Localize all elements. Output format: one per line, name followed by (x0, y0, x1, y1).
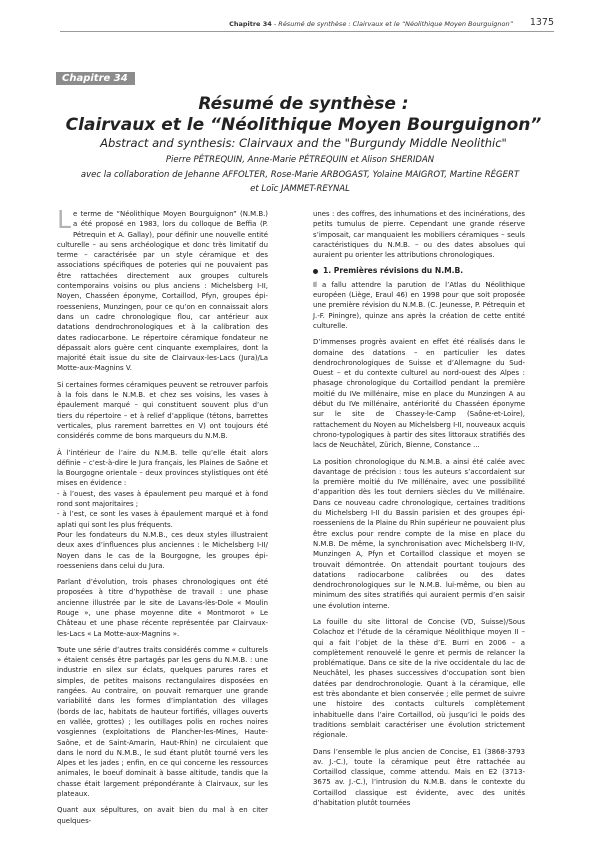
collaborators-line-end: et Loïc JAMMET-REYNAL (250, 184, 350, 195)
list-item: - à l’ouest, des vases à épaulement peu marqué et à fond rond sont majoritaires ; (57, 489, 268, 509)
running-header-chapter: Chapitre 34 (229, 20, 272, 28)
page-title-line1: Résumé de synthèse : (198, 94, 409, 114)
paragraph (57, 205, 268, 374)
running-header (229, 20, 513, 28)
paragraph-text: e terme de “Néolithique Moyen Bourguignon” (N.M.B.) a été proposé en 1983, lors du colloque de Beffia (P. Pétrequin et A. Gallay), pour définir une nouvelle entité culturelle – au sens archéologique et donc très limitatif du terme – caractérisée par un style céramique et des associations spécifiques de poteries qui ne pouvaient pas être rattachées directement aux groupes culturels contemporains voisins ou plus anciens : Michelsberg I-II, Noyen, Chasséen éponyme, Cortaillod, Pfyn, groupes épi-roesseniens, Munzingen, pour ce qu’on en connaissait alors dans un cadre chronologique flou, car antérieur aux datations dendrochronologiques et à la calibration des dates radiocarbone. Le répertoire céramique fondateur ne dépassait alors guère cent cinquante exemplaires, dont la majorité était issue du site de Clairvaux-les-Lacs (Jura)/La Motte-aux-Magnins V. (57, 210, 268, 373)
paragraph: Il a fallu attendre la parution de l’Atlas du Néolithique européen (Liège, Eraul 46) en 1998 pour que soit proposée une première révision du N.M.B. (C. Jeunesse, P. Pétrequin et J.-F. Piningre), quinze ans après la création de cette entité culturelle. (313, 280, 525, 330)
paragraph: unes : des coffres, des inhumations et des incinérations, des petits tumulus de pierre. Cependant une grande réserve s’imposait, car manquaient les mobiliers céramiques – seuls caractéristiques du N.M.B. – ou des dates absolues qui auraient pu orienter les attributions chronologiques. (313, 210, 525, 260)
list-item: - à l’est, ce sont les vases à épaulement marqué et à fond aplati qui sont les plus fréquents. (57, 510, 268, 529)
section-heading (313, 266, 525, 276)
page-title-line2: Clairvaux et le “Néolithique Moyen Bourguignon” (65, 115, 542, 135)
section-heading-text: 1. Premières révisions du N.M.B. (323, 266, 464, 276)
paragraph: Quant aux sépultures, on avait bien du mal à en citer quelques- (57, 806, 268, 825)
collaborators-line: avec la collaboration de Jehanne AFFOLTER, Rose-Marie ARBOGAST, Yolaine MAIGROT, Martine RÉGERT (80, 169, 520, 180)
dropcap: L (57, 205, 71, 234)
bullet-icon (313, 269, 318, 274)
page-subtitle: Abstract and synthesis: Clairvaux and the "Burgundy Middle Neolithic" (100, 136, 507, 150)
title-block (60, 94, 547, 150)
right-column (313, 209, 525, 814)
paragraph: Pour les fondateurs du N.M.B., ces deux styles illustraient deux axes d’influences plus anciennes : le Michelsberg I-II/ Noyen dans le cas de la Bourgogne, les groupes épi-roesseniens dans celui du Jura. (57, 530, 268, 570)
chapter-tab: Chapitre 34 (56, 72, 135, 85)
paragraph: La fouille du site littoral de Concise (VD, Suisse)/Sous Colachoz et l’étude de la céramique Néolithique moyen II – qui a fait l’objet de la thèse d’E. Burri en 2006 – a complètement renouvelé le genre et permis de relancer la problématique. Dans ce site de la rive occidentale du lac de Neuchâtel, les phases successives d’occupation sont bien datées par dendrochronologie. Quant à la céramique, elle est très abondante et bien conservée ; elle permet de suivre une histoire des contacts culturels complètement inhabituelle dans l’aire Cortaillod, où jusqu’ici le poids des traditions semblait caractériser une évolution strictement régionale. (313, 617, 525, 740)
paragraph: Si certaines formes céramiques peuvent se retrouver parfois à la fois dans le N.M.B. et chez ses voisins, les vases à épaulement marqué – qui constituent souvent plus d’un tiers du répertoire – et à relief d’applique (tétons, barrettes verticales, plus rarement barrettes en V) ont toujours été considérés comme de bons marqueurs du N.M.B. (57, 380, 268, 441)
left-column (57, 205, 268, 832)
header-rule (60, 31, 554, 32)
running-header-title: Résumé de synthèse : Clairvaux et le “Néolithique Moyen Bourguignon” (278, 20, 513, 28)
authors-block (45, 153, 555, 197)
paragraph: Parlant d’évolution, trois phases chronologiques ont été proposées à titre d’hypothèse de travail : une phase ancienne illustrée par le site de Lavans-lès-Dole « Moulin Rouge », une phase moyenne dite « Montmorot » Le Château et une phase récente représentée par Clairvaux-les-Lacs « La Motte-aux-Magnins ». (57, 578, 268, 638)
paragraph: La position chronologique du N.M.B. a ainsi été calée avec davantage de précision : tous les auteurs s’accordaient sur la première moitié du IVe millénaire, avec une possibilité d’apparition dès les tout derniers siècles du Ve millénaire. Dans ce nouveau cadre chronologique, certaines traditions du Michelsberg I-II du Bassin parisien et des groupes épi-roesseniens de la Plaine du Rhin supérieur ne pouvaient plus être exclus pour rendre compte de la mise en place du N.M.B. De même, la synchronisation avec Michelsberg II-IV, Munzingen A, Pfyn et Cortaillod classique et moyen se trouvait démontrée. On attendait pourtant toujours des datations radiocarbone calibrées ou des dates dendrochronologiques sur le N.M.B. lui-même, ou bien au minimum des sites stratifiés qui auraient permis d’en saisir une évolution interne. (313, 457, 526, 610)
authors-line: Pierre PÉTREQUIN, Anne-Marie PÉTREQUIN et Alison SHERIDAN (165, 155, 435, 165)
paragraph: Dans l’ensemble le plus ancien de Concise, E1 (3868-3793 av. J.-C.), toute la céramique peut être rattachée au Cortaillod classique, comme attendu. Mais en E2 (3713-3675 av. J.-C.), l’intrusion du N.M.B. dans le contexte du Cortaillod classique est évidente, avec des unités d’habitation plutôt tournées (313, 747, 525, 808)
paragraph: D’immenses progrès avaient en effet été réalisés dans le domaine des datations – en particulier les dates dendrochronologiques de Suisse et d’Allemagne du Sud-Ouest – et du contexte culturel au nord-ouest des Alpes : phasage chronologique du Cortaillod pendant la première moitié du IVe millénaire, mise en place du Munzingen A au début du IVe millénaire, antériorité du Chasséen éponyme sur le site de Chassey-le-Camp (Saône-et-Loire), rattachement du Noyen au Michelsberg I-II, nouveaux acquis chrono-typologiques à partir des sites littoraux stratifiés des lacs de Neuchâtel, Zürich, Bienne, Constance ... (313, 338, 525, 450)
page-number: 1375 (529, 17, 554, 28)
paragraph: À l’intérieur de l’aire du N.M.B. telle qu’elle était alors définie – c’est-à-dire le Jura français, les Plaines de Saône et la Bourgogne orientale – deux provinces stylistiques ont été mises en évidence : (57, 448, 268, 488)
paragraph: Toute une série d’autres traits considérés comme « culturels » étaient censés être partagés par les gens du N.M.B. : une industrie en silex sur éclats, quelques parures rares et simples, de petites maisons rectangulaires disposées en rangées. Au contraire, on pouvait remarquer une grande variabilité dans les formes d’implantation des villages (bords de lac, habitats de hauteur fortifiés, villages ouverts en vallée, grottes) ; les outillages polis en roches noires vosgiennes (exploitations de Plancher-les-Mines, Haute-Saône, et de Saint-Amarin, Haut-Rhin) ne circulaient que dans le nord du N.M.B., le sud étant plutôt tourné vers les Alpes et les jades ; enfin, en ce qui concerne les ressources animales, le boeuf dominait à basse altitude, tandis que la chasse était largement prépondérante à Clairvaux, sur les plateaux. (57, 645, 268, 799)
running-header-separator: - (273, 20, 277, 28)
